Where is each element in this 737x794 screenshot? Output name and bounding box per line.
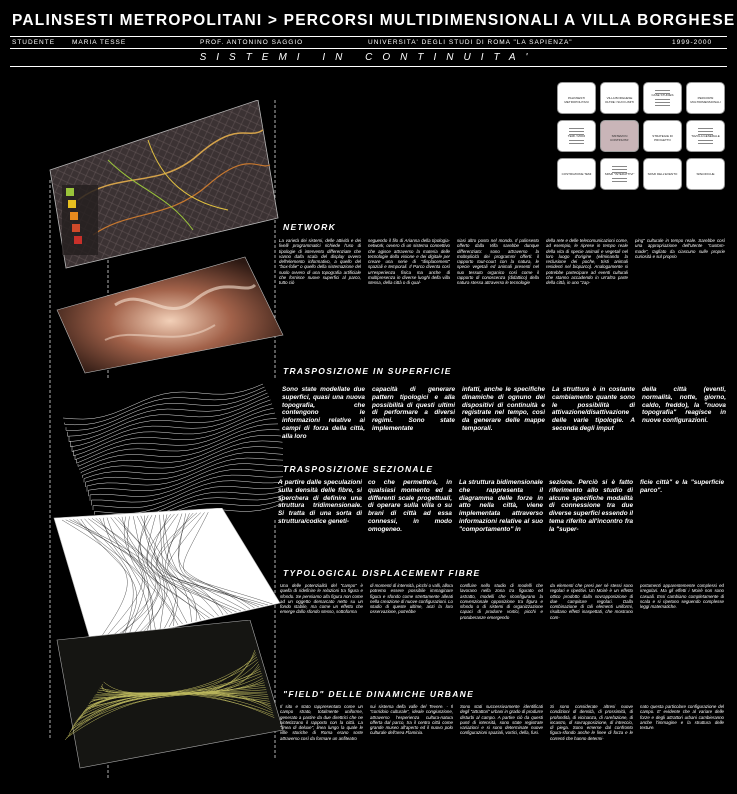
section-field-col-1: Il sito e stato rappresentato come un campo strato, totalmente uniforme, generato a partire da due direttrici che ne sintetizzano il rapporto con la città. La "linea di deluxe", linea lungo la quale le ville storiche di Roma erano sorte attraverso così da formare un anfiteatro [280,704,363,741]
section-field-col-5: nato questa particolare configurazione del campo. E' evidente che al variare delle forze e degli attrattori urbani cambieranno anche l'immagine e la struttura delle texture. [640,704,724,731]
section-fibre-col-2: di momenti di intensità, picchi o valli, allora potremo essere possibile immaginare figura e sfondo come strettamente alleati nella creazione di nuove configurazioni. Lo studio di queste ultime, anzi la loro osservazione, potrebbe [370,583,453,615]
nav-label: VILLA BORGHESE OLTRE I SUOI LIMITI [605,96,634,104]
section-superficie-col-5: della città (eventi, normalità, notte, giorno, caldo, freddo), la "nuova topografia" reagisce in nuove configurazioni. [642,386,726,425]
nav-label: STRATEGIE DI PROGETTO [652,134,673,142]
section-sezionale-col-2: co che permetterà, in qualsiasi momento ed a differenti scale progettuali, di operare sulla villa o su brani di città ad essa connessi, in modo omogeneo. [368,479,452,533]
academic-years: 1999-2000 [672,39,713,46]
section-network-col-3: siasi altro posto nel mondo. Il palinsesto offerto dalla Villa sarebbe dunque differenziato: sono attraverso la molteplicità dei programmi offerti: il rapporto tout-court con la natura, le specie vegetali ed animali presenti nel suo tessuto organico così come il rapporto di conoscenza (didattico) della natura stessa attraverso le tecnologie [457,238,539,286]
university-name: UNIVERSITA' DEGLI STUDI DI ROMA "LA SAPIENZA" [368,39,573,46]
nav-label: PERCORSI MULTIDIMENSIONALI [690,96,721,104]
section-sezionale-col-3: La struttura bidimensionale che rappresenta il diagramma delle forze in atto nella città, viene implementata attraverso informazioni relative al suo "comportamento" in [459,479,543,533]
section-superficie-col-2: capacità di generare pattern tipologici e alla possibilità di questi ultimi di performare a diversi regimi. Sono state implementate [372,386,455,432]
nav-label: SPECIFICHE [696,172,715,176]
section-fibre-col-4: da elementi che presi per sé stessi sono regolari e ripetitivi. Un Moirè è un effetto ottico prodotto dalla sovrapposizione di due campiture regolari. Dalla combinazione di tali elementi uniformi, risultano effetti inaspettati, che mostrano com- [550,583,633,620]
section-heading-field-dinamiche-urbane: "FIELD" DELLE DINAMICHE URBANE [283,689,475,699]
section-field-col-3: Sono stati successivamente identificati degli "attrattori" urbani in grado di produrre disturbi al campo. A partire ciò da questi punti di intensità, sono state registrate variazioni e si sono determinate nuove configurazioni spaziali, vortici, della, fusi. [460,704,543,736]
section-superficie-col-4: La struttura è in costante cambiamento quante sono le possibilità di attivazione/disattivazione delle varie tipologie. A seconda degli imput [552,386,635,432]
section-network-col-1: La varietà dei sistemi, delle attività e dei livelli programmatici richiede l'uso di tipologie di intervento differenziate che vanno dalla scala del display ovvero dell'elemento informativo, a quello del "box-folie" o quello della sistemazione del suolo ovvero di una topografia artificiale che fornisce nuove superfici al parco, tutto ciò [279,238,361,286]
nav-label: CASE STUDIES [645,94,680,98]
student-label: STUDENTE [12,39,56,46]
section-fibre-col-3: confluire nello studio di modelli che lavorano nella zona tra figurato ed astratto, modelli che riconfigurano la convenzionale opposizione tra figura e sfondo o di sistemi di organizzazione capaci di produrre vortici, picchi e protuberanze emergendo [460,583,543,620]
section-fibre-col-1: Una delle potenzialità del "campo" è quella di ridefinire le relazioni tra figura e sfondo. Se pensiamo alla figura non come ad un oggetto demarcato netto su un fondo stabile, ma come un effetto che emerge dallo sfondo stesso, sottoforma [280,583,363,615]
sectional-wave-image [58,378,283,518]
section-field-col-4: Si sono considerate altresi nuove condizioni di densità, di prossimità, di profondità, di vicinanza, di rarefazione, di incastro, di sovrapposizione, di intreccio, di piega. Sono emerse dal confronto figura-sfondo anche le linee di forza e le correnti che hanno determi- [550,704,633,741]
nav-label: SPAZI DELL'EVENTO [647,172,678,176]
nav-label: COSTRUZIONE TEMI [561,172,592,176]
section-field-col-2: sui sistema della valle del Tevere. - Il "corridoio culturale", ideale congiunzione, attraverso l'esperienza cultura-natura offerta dal parco, tra il centro città come grande museo all'aperto ed il nuovo polo culturale dell'area Flaminia. [370,704,453,736]
section-heading-typological-displacement: TYPOLOGICAL DISPLACEMENT FIBRE [283,568,481,578]
surface-topography-image [55,255,285,375]
nav-label: TEMI / MODI [559,135,594,139]
section-sezionale-col-5: ficie città" e la "superficie parco". [640,479,724,494]
section-fibre-col-5: portamenti apparentemente complessi ed irregolari. Ma gli effetti i Moirè non sono casuali. Essi cambiano completamente di scala e si ripetono seguendo complesse leggi matematiche. [640,583,724,610]
section-network-col-4: della rete e delle telecomunicazioni come, ad esempio, le riprese in tempo reale della vita di specie animali e vegetali nel loro luogo d'origine (eliminando la reclusione dei poche, tristi animali residenti nel bioparco). Analogamente si potrebbe partecipare ad eventi culturali che stanno accadendo in un'altra parte della città, in uno "zap- [546,238,628,286]
section-superficie-col-1: Sono state modellate due superfici, quasi una nuova topografia, che contengono le informazioni relative ai campi di forza della città, alla loro [282,386,365,440]
nav-label: SISTEMI IN CONTINUITA' [610,134,629,142]
nav-label: PALINSESTI METROPOLITANI [564,96,589,104]
section-heading-trasposizione-superficie: TRASPOSIZIONE IN SUPERFICIE [283,366,452,376]
section-heading-trasposizione-sezionale: TRASPOSIZIONE SEZIONALE [283,464,434,474]
nav-label: TAVOLA GENERALE [688,135,723,139]
section-network-col-2: seguendo il filo di Arianna della tipologia-network, ovvero di un sistema connettivo che agisce attraverso la materia delle tecnologie della visione e dei digitale per creare una serie di "displacement" spaziali e temporali. Il Parco diventa così un'esperienza fisica ma anche di multipresenza in diverse luoghi della villa stessa, della città o di qual- [368,238,450,286]
urban-field-image [55,620,285,770]
section-sezionale-col-1: A partire dalle speculazioni sulla densità delle fibre, si sperchera di definire una struttura tridimensionale. Si tratta di una sorta di struttura/codice geneti- [278,479,362,525]
section-sezionale-col-4: sezione. Perciò si è fatto riferimento allo studio di alcune specifiche modalità di connessione tra due diverse superfici essendo il tema riferito all'incontro fra la "super- [549,479,633,533]
section-heading-network: NETWORK [283,222,337,232]
poster-title: PALINSESTI METROPOLITANI > PERCORSI MULTIDIMENSIONALI A VILLA BORGHESE [12,12,736,29]
nav-label: SPAZI "INTERATTIVI" [602,173,637,177]
student-name: MARIA TESSE [72,39,127,46]
professor-name: PROF. ANTONINO SAGGIO [200,39,304,46]
network-map-image [48,100,280,270]
section-superficie-col-3: infatti, anche le specifiche dinamiche di ognuno dei dispositivi di continuità e registrate nel tempo, così da generare delle mappe temporali. [462,386,545,432]
section-subtitle: SISTEMI IN CONTINUITA' [199,52,538,63]
section-network-col-5: ping" culturale in tempo reale. Sarebbe così una appropriazione dell'utente "custom-made", tagliato da ciascuno sulle proprie curiosità e sul proprio [635,238,725,259]
